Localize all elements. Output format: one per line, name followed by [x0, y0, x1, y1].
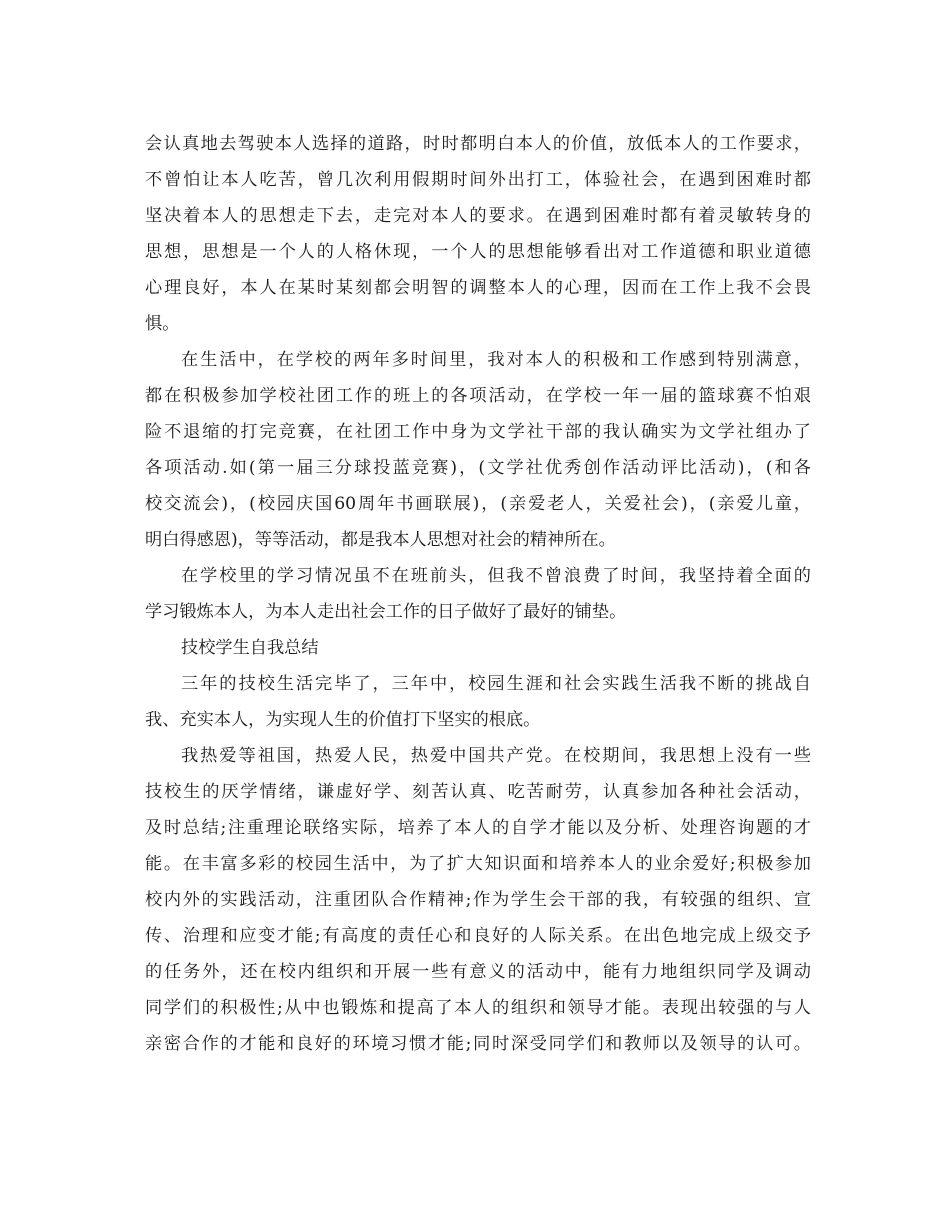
text-line: 思想，思想是一个人的人格休现，一个人的思想能够看出对工作道德和职业道德: [145, 242, 811, 262]
document-body: [145, 126, 811, 1062]
text-line: 同学们的积极性;从中也锻炼和提高了本人的组织和领导才能。表现出较强的与人: [145, 998, 811, 1018]
text-line: 我热爱等祖国，热爱人民，热爱中国共产党。在校期间，我思想上没有一些: [181, 746, 811, 766]
text-line: 技校生的厌学情绪，谦虚好学、刻苦认真、吃苦耐劳，认真参加各种社会活动，: [145, 782, 811, 802]
text-line: 学习锻炼本人，为本人走出社会工作的日子做好了最好的铺垫。: [145, 602, 627, 622]
text-line: 心理良好，本人在某时某刻都会明智的调整本人的心理，因而在工作上我不会畏: [145, 278, 811, 298]
text-line: 坚决着本人的思想走下去，走完对本人的要求。在遇到困难时都有着灵敏转身的: [145, 206, 811, 226]
text-line: 在学校里的学习情况虽不在班前头，但我不曾浪费了时间，我坚持着全面的: [181, 566, 811, 586]
text-line: 险不退缩的打完竞赛，在社团工作中身为文学社干部的我认确实为文学社组办了: [145, 422, 811, 442]
text-line: 亲密合作的才能和良好的环境习惯才能;同时深受同学们和教师以及领导的认可。: [145, 1034, 811, 1054]
text-line: 的任务外，还在校内组织和开展一些有意义的活动中，能有力地组织同学及调动: [145, 962, 811, 982]
text-line: 会认真地去驾驶本人选择的道路，时时都明白本人的价值，放低本人的工作要求，: [145, 134, 811, 154]
text-line: 不曾怕让本人吃苦，曾几次利用假期时间外出打工，体验社会，在遇到困难时都: [145, 170, 811, 190]
text-line: 在生活中，在学校的两年多时间里，我对本人的积极和工作感到特别满意，: [181, 350, 811, 370]
text-line: 我、充实本人，为实现人生的价值打下坚实的根底。: [145, 710, 541, 730]
text-line: 校内外的实践活动，注重团队合作精神;作为学生会干部的我，有较强的组织、宣: [145, 890, 811, 910]
text-line: 能。在丰富多彩的校园生活中，为了扩大知识面和培养本人的业余爱好;积极参加: [145, 854, 811, 874]
section-heading: 技校学生自我总结: [181, 638, 319, 658]
text-line: 明白得感恩)，等等活动，都是我本人思想对社会的精神所在。: [145, 530, 616, 550]
text-line: 都在积极参加学校社团工作的班上的各项活动，在学校一年一届的篮球赛不怕艰: [145, 386, 811, 406]
text-line: 各项活动.如(第一届三分球投蓝竞赛)，(文学社优秀创作活动评比活动)，(和各: [145, 458, 811, 478]
text-line: 惧。: [145, 314, 180, 334]
text-line: 三年的技校生活完毕了，三年中，校园生涯和社会实践生活我不断的挑战自: [181, 674, 811, 694]
text-line: 传、治理和应变才能;有高度的责任心和良好的人际关系。在出色地完成上级交予: [145, 926, 811, 946]
text-line: 校交流会)，(校园庆国60周年书画联展)，(亲爱老人，关爱社会)，(亲爱儿童，: [145, 494, 811, 514]
text-line: 及时总结;注重理论联络实际，培养了本人的自学才能以及分析、处理咨询题的才: [145, 818, 811, 838]
